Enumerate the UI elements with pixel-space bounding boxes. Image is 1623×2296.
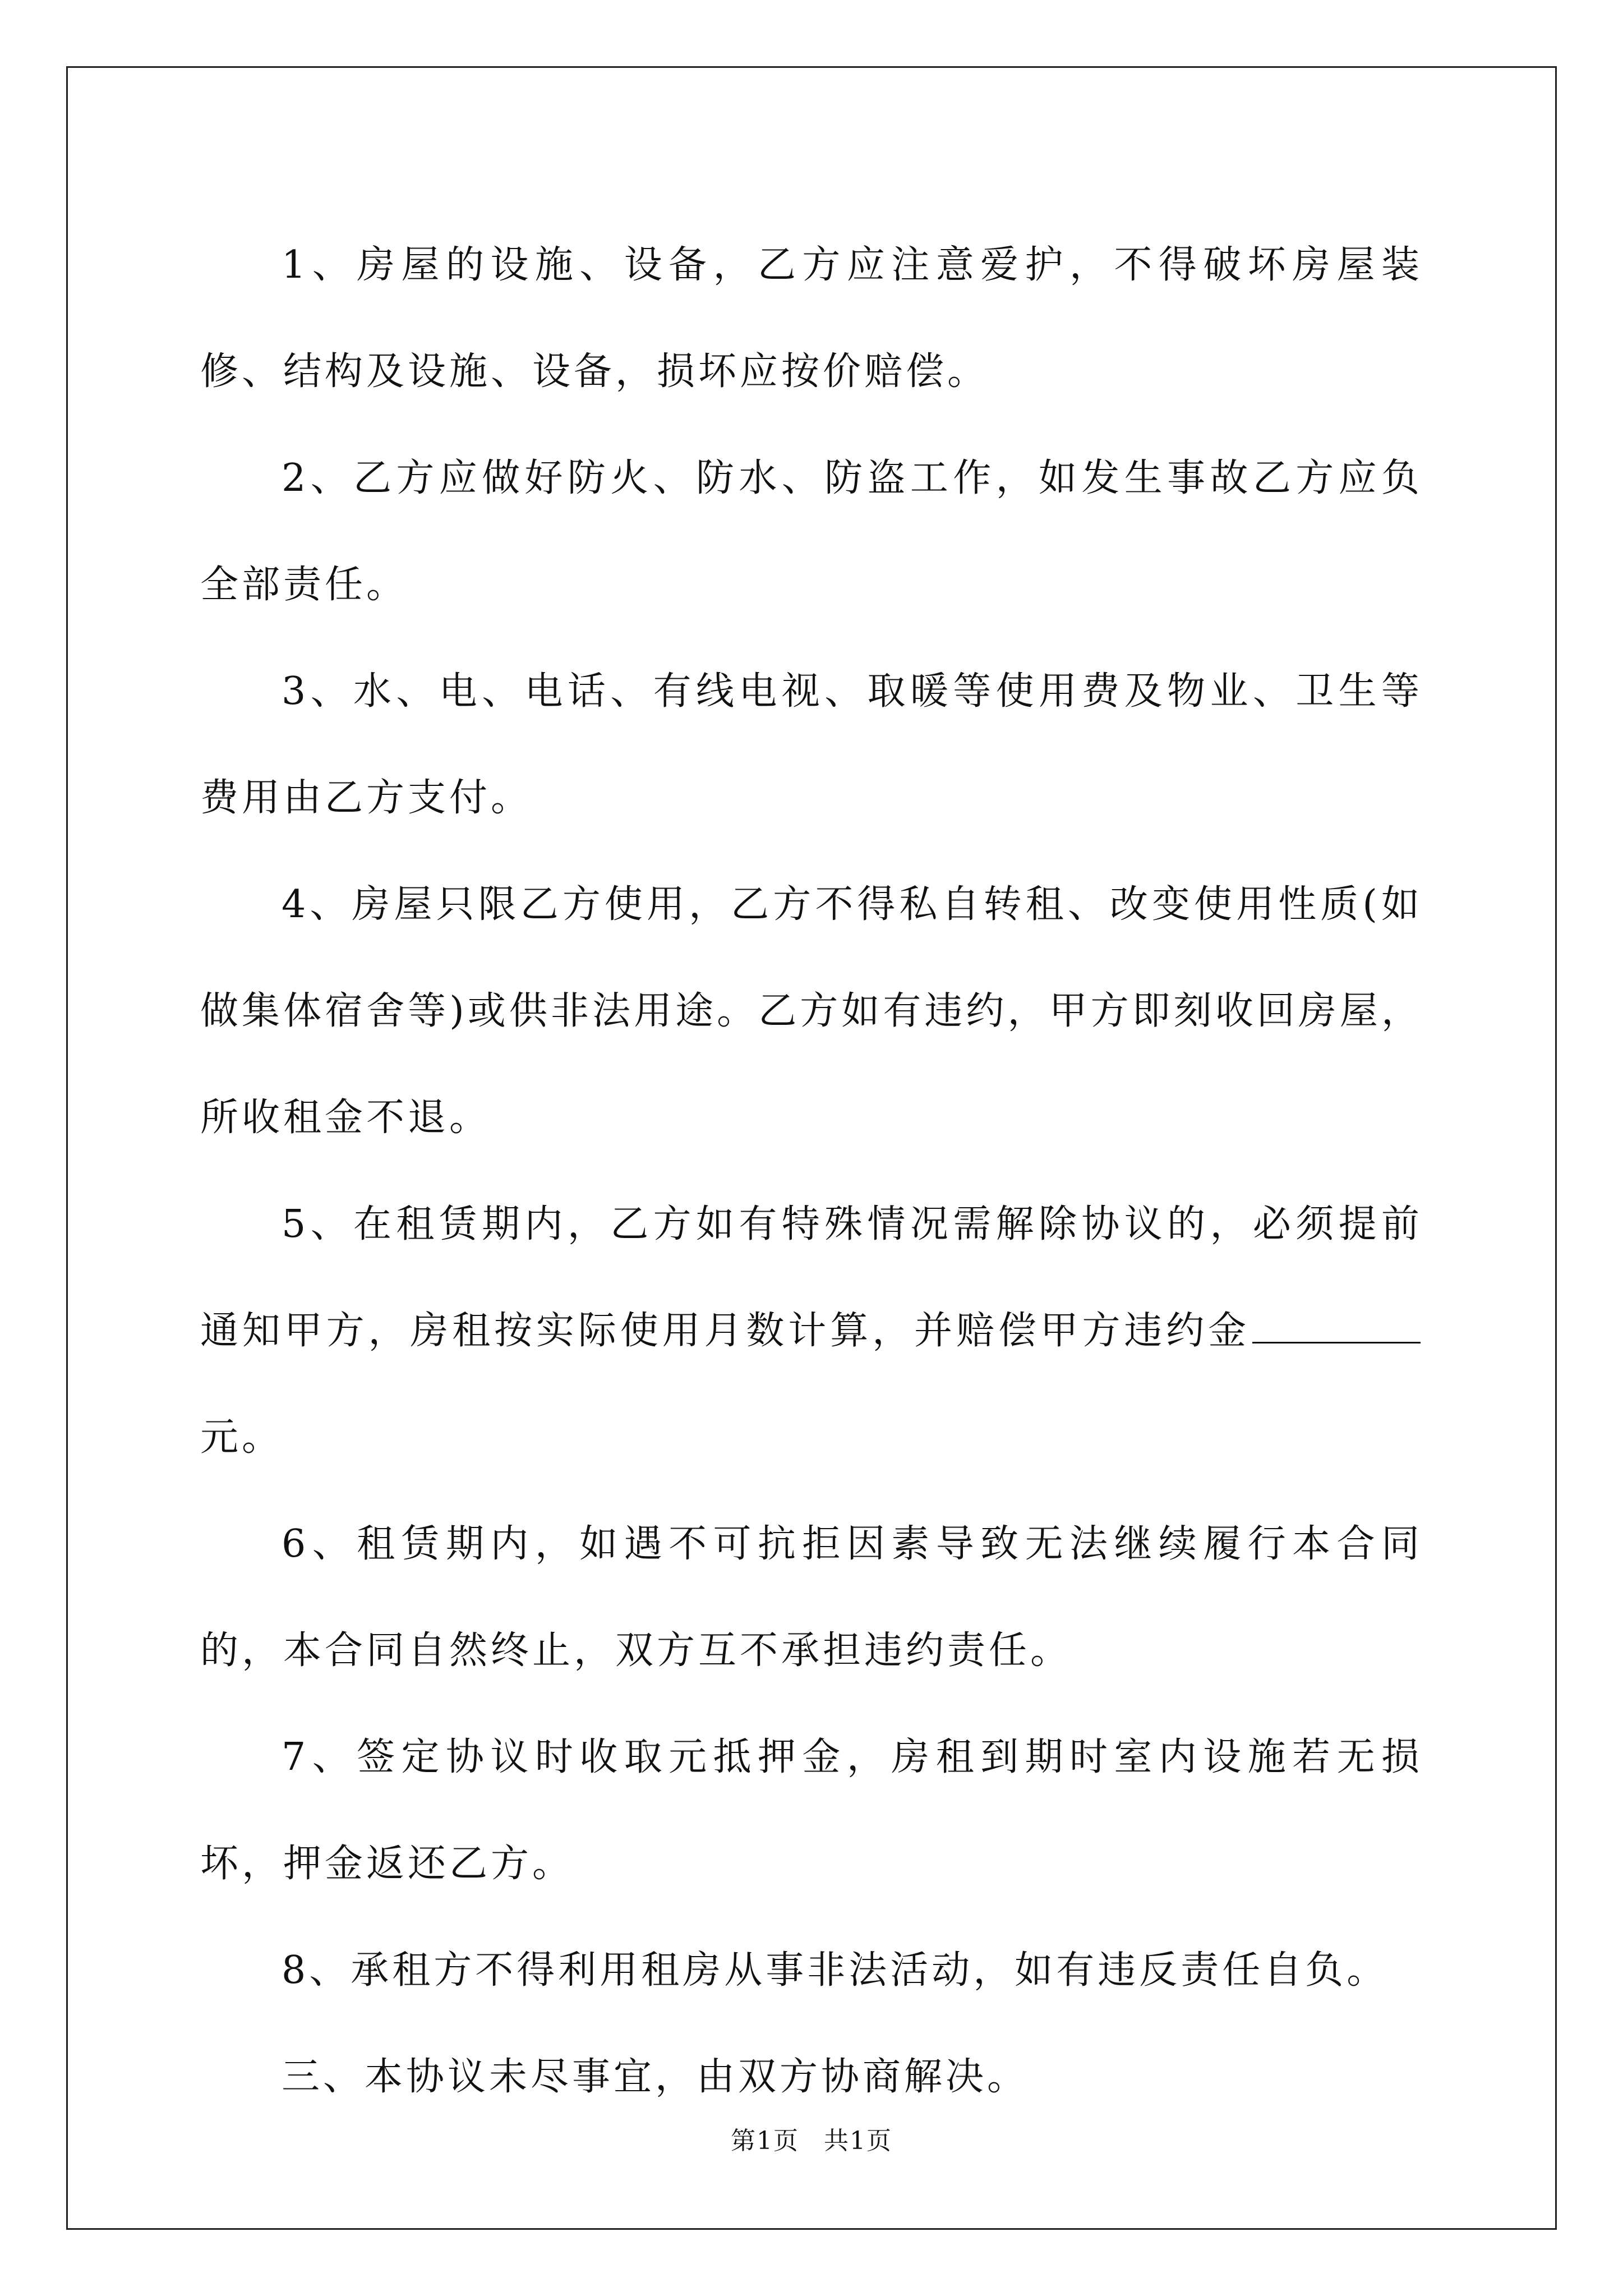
document-body [200,212,1423,2131]
page-total: 共1页 [824,2127,892,2155]
clause-7: 7、签定协议时收取元抵押金，房租到期时室内设施若无损坏，押金返还乙方。 [200,1735,1423,1886]
clause-1: 1、房屋的设施、设备，乙方应注意爱护，不得破坏房屋装修、结构及设施、设备，损坏应按价赔偿。 [200,243,1423,394]
page-footer [0,2120,1623,2156]
clause-5-unit: 元。 [200,1415,284,1460]
clause-8: 8、承租方不得利用租房从事非法活动，如有违反责任自负。 [282,1948,1389,1993]
clause-2: 2、乙方应做好防火、防水、防盗工作，如发生事故乙方应负全部责任。 [200,456,1423,607]
page-current: 第1页 [731,2127,799,2155]
section-three: 三、本协议未尽事宜，由双方协商解决。 [282,2055,1029,2099]
clause-4: 4、房屋只限乙方使用，乙方不得私自转租、改变使用性质(如做集体宿舍等)或供非法用途。乙方如有违约，甲方即刻收回房屋，所收租金不退。 [200,882,1423,1140]
clause-5 [200,1171,1423,1491]
clause-3: 3、水、电、电话、有线电视、取暖等使用费及物业、卫生等费用由乙方支付。 [200,669,1423,820]
clause-6: 6、租赁期内，如遇不可抗拒因素导致无法继续履行本合同的，本合同自然终止，双方互不承担违约责任。 [200,1522,1423,1673]
penalty-amount-blank [1252,1308,1421,1343]
clause-5-text: 5、在租赁期内，乙方如有特殊情况需解除协议的，必须提前通知甲方，房租按实际使用月数计算，并赔偿甲方违约金 [200,1202,1423,1353]
